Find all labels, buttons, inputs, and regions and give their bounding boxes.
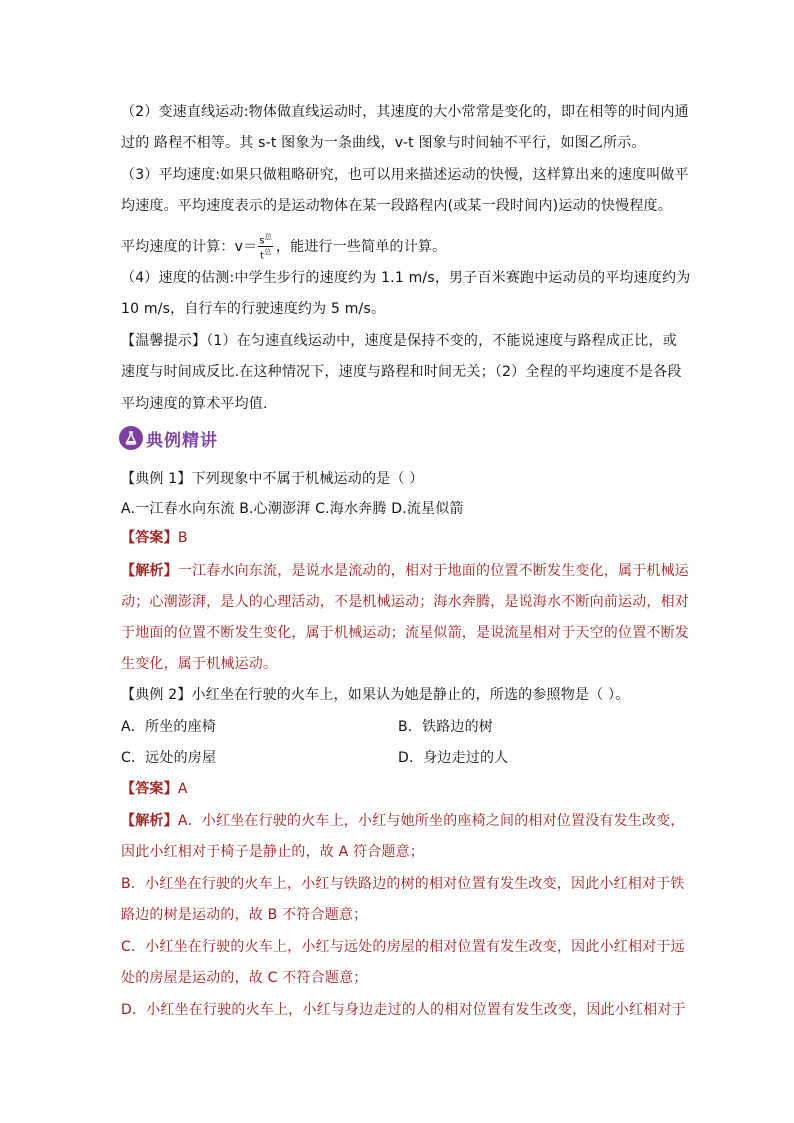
example-1-analysis-line-2: 动；心潮澎湃，是人的心理活动，不是机械运动；海水奔腾，是说海水不断向前运动，相对 xyxy=(121,594,689,610)
example-2-option-b: B．铁路边的树 xyxy=(398,719,494,735)
example-1-question: 【典例 1】下列现象中不属于机械运动的是（ ） xyxy=(121,471,424,487)
example-2-question: 【典例 2】小红坐在行驶的火车上，如果认为她是静止的，所选的参照物是（ ）。 xyxy=(121,687,630,703)
paragraph-2-line-2: 过的 路程不相等。其 s-t 图象为一条曲线，v-t 图象与时间轴不平行，如图乙所示。 xyxy=(121,135,646,151)
tip-line-3: 平均速度的算术平均值. xyxy=(121,396,268,412)
answer-value: A xyxy=(177,781,188,797)
example-2-analysis-b-line-1: B．小红坐在行驶的火车上，小红与铁路边的树的相对位置有发生改变，因此小红相对于铁 xyxy=(121,876,685,892)
example-2-analysis-d-line-1: D．小红坐在行驶的火车上，小红与身边走过的人的相对位置有发生改变，因此小红相对于 xyxy=(121,1002,686,1018)
example-2-analysis-c-line-1: C．小红坐在行驶的火车上，小红与远处的房屋的相对位置有发生改变，因此小红相对于远 xyxy=(121,939,685,955)
section-header xyxy=(119,423,218,453)
answer-value: B xyxy=(177,530,188,546)
example-1-answer xyxy=(121,528,188,548)
formula-numerator: $s^总$ xyxy=(259,233,272,247)
example-2-analysis-b-line-2: 路边的树是运动的，故 B 不符合题意； xyxy=(121,907,368,923)
flask-icon xyxy=(119,426,143,450)
example-2-analysis-a-line-1: 【解析】A．小红坐在行驶的火车上，小红与她所坐的座椅之间的相对位置没有发生改变， xyxy=(121,813,685,829)
analysis-label: 【解析】 xyxy=(121,563,178,579)
example-2-option-a: A．所坐的座椅 xyxy=(121,719,216,735)
tip-line-1: 【温馨提示】（1）在匀速直线运动中，速度是保持不变的，不能说速度与路程成正比，或 xyxy=(121,333,677,349)
average-speed-formula xyxy=(121,232,446,262)
example-2-option-c: C．远处的房屋 xyxy=(121,750,217,766)
example-2-analysis-c-line-2: 处的房屋是运动的，故 C 不符合题意； xyxy=(121,970,368,986)
paragraph-3-line-1: （3）平均速度:如果只做粗略研究，也可以用来描述运动的快慢，这样算出来的速度叫做平 xyxy=(121,167,689,183)
example-2-option-d: D．身边走过的人 xyxy=(398,750,509,766)
example-2-analysis-a-line-2: 因此小红相对于椅子是静止的，故 A 符合题意； xyxy=(121,844,425,860)
paragraph-4-line-2: 10 m/s，自行车的行驶速度约为 5 m/s。 xyxy=(121,301,386,317)
paragraph-2-line-1: （2）变速直线运动:物体做直线运动时，其速度的大小常常是变化的，即在相等的时间内通 xyxy=(121,104,689,120)
analysis-label: 【解析】 xyxy=(121,813,178,829)
example-2-answer xyxy=(121,779,188,799)
answer-label: 【答案】 xyxy=(121,530,178,546)
example-1-analysis-line-1: 【解析】一江春水向东流，是说水是流动的，相对于地面的位置不断发生变化，属于机械运 xyxy=(121,563,690,579)
formula-suffix: ，能进行一些简单的计算。 xyxy=(275,238,447,255)
paragraph-4-line-1: （4）速度的估测:中学生步行的速度约为 1.1 m/s，男子百米赛跑中运动员的平均速度约为 xyxy=(121,270,691,286)
paragraph-3-line-2: 均速度。平均速度表示的是运动物体在某一段路程内(或某一段时间内)运动的快慢程度。 xyxy=(121,198,672,214)
formula-fraction xyxy=(258,232,273,262)
answer-label: 【答案】 xyxy=(121,781,178,797)
example-1-analysis-line-3: 于地面的位置不断发生变化，属于机械运动；流星似箭，是说流星相对于天空的位置不断发 xyxy=(121,625,689,641)
example-1-analysis-line-4: 生变化，属于机械运动。 xyxy=(121,656,278,672)
formula-prefix: 平均速度的计算：v＝ xyxy=(121,238,258,255)
formula-denominator: $t^总$ xyxy=(259,248,272,262)
section-title: 典例精讲 xyxy=(146,430,218,451)
example-1-options: A.一江春水向东流 B.心潮澎湃 C.海水奔腾 D.流星似箭 xyxy=(121,501,464,517)
tip-line-2: 速度与时间成反比.在这种情况下，速度与路程和时间无关；（2）全程的平均速度不是各段 xyxy=(121,364,682,380)
